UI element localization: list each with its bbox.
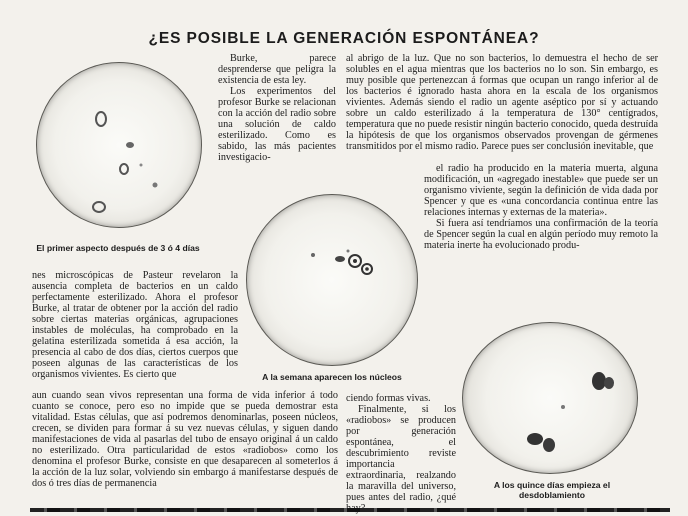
cell-specks-3 <box>463 323 637 473</box>
petri-dish-image-2 <box>246 194 418 366</box>
paragraph: Si fuera así tendríamos una confirmación de la teoría de Spencer según la cual en algún período muy remoto la materia inerte ha evolucionado produ- <box>424 218 658 251</box>
page-bottom-rule <box>30 508 670 512</box>
paragraph: Los experimentos del profesor Burke se relacionan con la acción del radio sobre una solución de caldo esterilizado. Como es sabido, las más pacientes investigacio- <box>218 86 336 163</box>
paragraph: nes microscópicas de Pasteur revelaron la ausencia completa de bacterios en un caldo perfectamente esterilizado. Ahora el profesor Burke, al tratar de obtener por la acción del radio sobre ciertas materias orgánicas, agrupaciones instables de moléculas, ha comprobado en la gelatina esterilizada sometida á esa acción, la presencia al cabo de dos días, ciertos cuerpos que poseen algunas de las características de los organismos vivientes. Es cierto que <box>32 270 238 380</box>
article-column-2-top <box>218 53 336 163</box>
article-column-3-top <box>346 53 658 152</box>
article-column-1-wide <box>32 390 338 489</box>
paragraph: ciendo formas vivas. <box>346 393 431 404</box>
paragraph: Finalmente, si los «radiobos» se producen por generación espontánea, el descubrimiento reviste importancia extraordinaria, realzando la maravilla del universo, pues antes del radio, ¿qué <box>346 404 456 503</box>
paragraph: aun cuando sean vivos representan una forma de vida inferior á todo cuanto se conoce, pero eso no impide que se pueda demostrar esta vitalidad. Estas células, que así podremos denominarlas, poseen núcleos, crecen, se dividen para formar á su vez nuevas células, y siguen dando manifestaciones de vida al pasarlas del tubo de ensayo original á un caldo no esterilizado. Otra particularidad de estos «radiobos» como los denomina el profesor Burke, consiste en que desaparecen al someterlos á la acción de la luz solar, volviendo sin embargo á manifestarse después de dos ó tres días de permanencia <box>32 390 338 489</box>
article-column-3-middle <box>424 163 658 251</box>
paragraph: el radio ha producido en la materia muerta, alguna modificación, un «agregado inestable» que puede ser un organismo viviente, según la definición de vida dada por Spencer y que es «una concordancia continua entre las relaciones internas y externas de la materia». <box>424 163 658 218</box>
cell-specks-1 <box>37 63 201 227</box>
article-column-3-bottom <box>346 393 456 514</box>
article-column-1-lower <box>32 270 238 380</box>
petri-dish-image-1 <box>36 62 202 228</box>
article-title: ¿ES POSIBLE LA GENERACIÓN ESPONTÁNEA? <box>148 30 540 47</box>
figure-caption-3: A los quince días empieza el desdoblamiento <box>493 480 611 500</box>
figure-caption-2: A la semana aparecen los núcleos <box>262 372 402 382</box>
paragraph: Burke, parece desprenderse que peligra la existencia de esta ley. <box>218 53 336 86</box>
paragraph: al abrigo de la luz. Que no son bacterios, lo demuestra el hecho de ser solubles en el agua mientras que los bacterios no lo son. Sin embargo, es muy posible que pertenezcan á formas que ocupan un rango inferior al de los bacterios é ignorado hasta ahora en la escala de los organismos vivientes. Además siendo el radio un agente aséptico por sí y actuando sobre un caldo esterilizado á la temperatura de 130° centígrados, temperatura que no puede resistir ningún bacterio conocido, queda destruída la hipótesis de que los organismos observados provengan de gérmenes transmitidos por el mismo radio. Parece pues ser conclusión inevitable, que <box>346 53 658 152</box>
petri-dish-image-3 <box>462 322 638 474</box>
figure-caption-1: El primer aspecto después de 3 ó 4 días <box>36 243 200 253</box>
cell-specks-2 <box>247 195 417 365</box>
